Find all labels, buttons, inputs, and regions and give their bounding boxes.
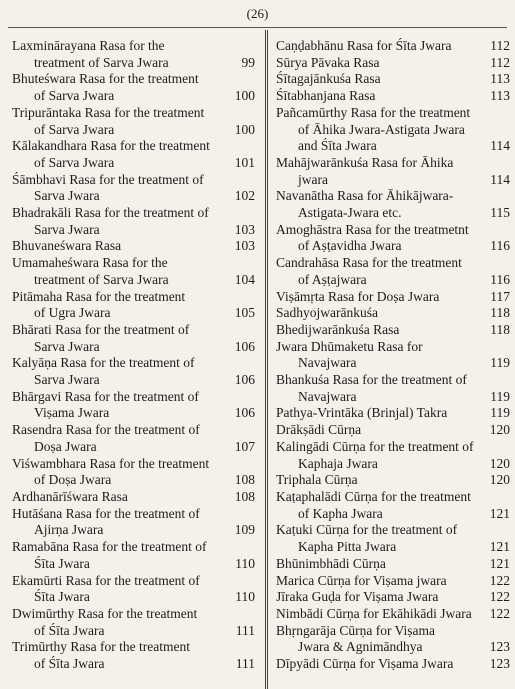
- entry-title-line: of Doṣa Jwara: [34, 472, 112, 488]
- toc-entry: [276, 188, 510, 221]
- entry-page-number: 109: [234, 522, 255, 538]
- entry-title-line: Triphala Cūrṇa: [276, 472, 358, 488]
- toc-entry: [276, 623, 510, 656]
- entry-title-line: Bhārgavi Rasa for the treatment of: [12, 388, 199, 404]
- toc-entry: [276, 38, 510, 55]
- entry-title-line: Dīpyādi Cūrṇa for Viṣama Jwara: [276, 656, 454, 672]
- entry-title-line: Nimbādi Cūrṇa for Ekāhikādi Jwara: [276, 605, 472, 621]
- entry-title-line: Jīraka Guḍa for Viṣama Jwara: [276, 589, 439, 605]
- entry-page-number: 119: [490, 388, 510, 404]
- toc-entry: [276, 55, 510, 72]
- entry-title-line: Rasendra Rasa for the treatment of: [12, 422, 200, 438]
- entry-title-line: Bhṛngarāja Cūrṇa for Viṣama: [276, 622, 436, 638]
- toc-entry: [12, 506, 255, 539]
- entry-page-number: 122: [489, 589, 510, 605]
- entry-page-number: 106: [234, 338, 255, 354]
- entry-page-number: 120: [489, 472, 510, 488]
- entry-title-line: Navajwara: [298, 388, 357, 404]
- entry-page-number: 119: [490, 405, 510, 421]
- entry-title-line: Dwimūrthy Rasa for the treatment: [12, 605, 198, 621]
- entry-title-line: Sadhyojwarānkuśa: [276, 305, 378, 321]
- entry-title-line: Śāmbhavi Rasa for the treatment of: [12, 171, 204, 187]
- entry-title-line: Umamaheśwara Rasa for the: [12, 255, 168, 271]
- entry-page-number: 121: [489, 505, 510, 521]
- entry-title-line: Bhedijwarānkuśa Rasa: [276, 321, 400, 337]
- toc-entry: [12, 255, 255, 288]
- entry-title-line: Śītabhanjana Rasa: [276, 88, 376, 104]
- toc-entry: [12, 539, 255, 572]
- left-column: [12, 38, 255, 673]
- entry-title-line: Bhuteśwara Rasa for the treatment: [12, 71, 199, 87]
- toc-entry: [276, 422, 510, 439]
- entry-title-line: Kaphaja Jwara: [298, 455, 378, 471]
- toc-entry: [276, 71, 510, 88]
- entry-page-number: 121: [489, 539, 510, 555]
- toc-entry: [12, 38, 255, 71]
- entry-page-number: 123: [489, 656, 510, 672]
- toc-entry: [12, 172, 255, 205]
- entry-title-line: Śīta Jwara: [34, 589, 90, 605]
- entry-title-line: Jwara Dhūmaketu Rasa for: [276, 338, 423, 354]
- entry-title-line: Viṣama Jwara: [34, 405, 110, 421]
- entry-title-line: Sarva Jwara: [34, 221, 100, 237]
- entry-title-line: Ardhanārīśwara Rasa: [12, 488, 128, 504]
- entry-title-line: Candrahāsa Rasa for the treatment: [276, 255, 462, 271]
- entry-title-line: Jwara & Agnimāndhya: [298, 639, 423, 655]
- entry-title-line: Sūrya Pāvaka Rasa: [276, 54, 380, 70]
- toc-entry: [276, 589, 510, 606]
- entry-title-line: of Ugra Jwara: [34, 305, 111, 321]
- entry-title-line: Kaṭaphalādi Cūrṇa for the treatment: [276, 488, 471, 504]
- entry-title-line: Sarva Jwara: [34, 188, 100, 204]
- entry-page-number: 106: [234, 372, 255, 388]
- entry-title-line: Tripurāntaka Rasa for the treatment: [12, 104, 205, 120]
- entry-page-number: 114: [490, 138, 510, 154]
- entry-title-line: of Āhika Jwara-Astigata Jwara: [298, 121, 465, 137]
- entry-title-line: Laxminārayana Rasa for the: [12, 38, 165, 53]
- entry-page-number: 118: [490, 321, 510, 337]
- toc-entry: [276, 105, 510, 155]
- entry-page-number: 100: [234, 88, 255, 104]
- entry-title-line: Navanātha Rasa for Āhikājwara-: [276, 188, 454, 204]
- toc-entry: [276, 155, 510, 188]
- toc-entry: [12, 606, 255, 639]
- entry-title-line: of Sarva Jwara: [34, 121, 115, 137]
- entry-title-line: Pathya-Vrintāka (Brinjal) Takra: [276, 405, 448, 421]
- entry-page-number: 114: [490, 171, 510, 187]
- toc-entry: [12, 71, 255, 104]
- entry-title-line: and Śīta Jwara: [298, 138, 377, 154]
- entry-title-line: Bhūnimbhādi Cūrṇa: [276, 555, 386, 571]
- entry-page-number: 120: [489, 455, 510, 471]
- entry-title-line: Sarva Jwara: [34, 372, 100, 388]
- toc-entry: [276, 339, 510, 372]
- toc-entry: [12, 456, 255, 489]
- entry-title-line: of Sarva Jwara: [34, 154, 115, 170]
- entry-page-number: 101: [234, 154, 255, 170]
- entry-title-line: Kālakandhara Rasa for the treatment: [12, 138, 210, 154]
- entry-title-line: Bhankuśa Rasa for the treatment of: [276, 372, 467, 388]
- entry-title-line: of Aṣṭajwara: [298, 271, 367, 287]
- entry-title-line: of Śīta Jwara: [34, 656, 105, 672]
- entry-title-line: Astigata-Jwara etc.: [298, 205, 402, 221]
- entry-title-line: Viśwambhara Rasa for the treatment: [12, 455, 210, 471]
- entry-title-line: Doṣa Jwara: [34, 438, 97, 454]
- entry-page-number: 113: [490, 71, 510, 87]
- toc-entry: [12, 639, 255, 672]
- toc-entry: [276, 88, 510, 105]
- entry-page-number: 113: [490, 88, 510, 104]
- toc-entry: [276, 489, 510, 522]
- entry-page-number: 105: [234, 305, 255, 321]
- entry-title-line: of Śīta Jwara: [34, 622, 105, 638]
- entry-page-number: 100: [234, 121, 255, 137]
- toc-entry: [276, 372, 510, 405]
- toc-entry: [12, 205, 255, 238]
- entry-title-line: Pañcamūrthy Rasa for the treatment: [276, 104, 471, 120]
- entry-title-line: Ajirṇa Jwara: [34, 522, 104, 538]
- toc-entry: [12, 355, 255, 388]
- entry-title-line: Pitāmaha Rasa for the treatment: [12, 288, 186, 304]
- entry-page-number: 99: [241, 54, 255, 70]
- toc-entry: [276, 556, 510, 573]
- toc-entry: [12, 573, 255, 606]
- toc-entry: [12, 238, 255, 255]
- toc-entry: [12, 422, 255, 455]
- toc-entry: [276, 322, 510, 339]
- toc-entry: [276, 439, 510, 472]
- entry-page-number: 112: [490, 38, 510, 53]
- entry-title-line: Śīta Jwara: [34, 555, 90, 571]
- entry-page-number: 121: [489, 555, 510, 571]
- toc-entry: [276, 522, 510, 555]
- entry-title-line: Marica Cūrṇa for Viṣama jwara: [276, 572, 447, 588]
- toc-entry: [12, 138, 255, 171]
- entry-page-number: 106: [234, 405, 255, 421]
- entry-title-line: Mahājwarānkuśa Rasa for Āhika: [276, 154, 454, 170]
- entry-page-number: 110: [235, 589, 255, 605]
- entry-page-number: 117: [490, 288, 510, 304]
- entry-title-line: Drākṣādi Cūrṇa: [276, 422, 362, 438]
- toc-entry: [276, 289, 510, 306]
- entry-title-line: Sarva Jwara: [34, 338, 100, 354]
- entry-page-number: 122: [489, 605, 510, 621]
- entry-title-line: Navajwara: [298, 355, 357, 371]
- entry-title-line: Kalyāṇa Rasa for the treatment of: [12, 355, 195, 371]
- entry-page-number: 115: [490, 205, 510, 221]
- entry-title-line: Bhuvaneśwara Rasa: [12, 238, 122, 254]
- toc-entry: [12, 322, 255, 355]
- toc-entry: [276, 656, 510, 673]
- entry-title-line: Kaṭuki Cūrṇa for the treatment of: [276, 522, 458, 538]
- toc-entry: [12, 489, 255, 506]
- toc-entry: [12, 105, 255, 138]
- entry-title-line: jwara: [298, 171, 328, 187]
- entry-page-number: 111: [235, 656, 255, 672]
- toc-entry: [276, 606, 510, 623]
- entry-page-number: 110: [235, 555, 255, 571]
- entry-title-line: Amoghāstra Rasa for the treatmetnt: [276, 221, 469, 237]
- toc-entry: [276, 472, 510, 489]
- entry-page-number: 123: [489, 639, 510, 655]
- entry-title-line: Viṣāmṛta Rasa for Doṣa Jwara: [276, 288, 440, 304]
- entry-title-line: Ramabāna Rasa for the treatment of: [12, 539, 207, 555]
- entry-title-line: of Kapha Jwara: [298, 505, 383, 521]
- entry-page-number: 111: [235, 622, 255, 638]
- entry-title-line: treatment of Sarva Jwara: [34, 54, 169, 70]
- entry-title-line: Kalingādi Cūrṇa for the treatment of: [276, 438, 474, 454]
- entry-title-line: of Sarva Jwara: [34, 88, 115, 104]
- toc-entry: [276, 405, 510, 422]
- header-rule: [8, 27, 507, 28]
- toc-entry: [12, 289, 255, 322]
- toc-entry: [276, 222, 510, 255]
- toc-entry: [12, 389, 255, 422]
- entry-title-line: Bhārati Rasa for the treatment of: [12, 321, 190, 337]
- entry-title-line: of Aṣṭavidha Jwara: [298, 238, 402, 254]
- page-number: (26): [246, 6, 269, 21]
- entry-title-line: treatment of Sarva Jwara: [34, 271, 169, 287]
- entry-page-number: 112: [490, 54, 510, 70]
- entry-page-number: 122: [489, 572, 510, 588]
- entry-page-number: 116: [490, 271, 510, 287]
- entry-page-number: 107: [234, 438, 255, 454]
- entry-page-number: 104: [234, 271, 255, 287]
- right-column: [276, 38, 510, 673]
- toc-entry: [276, 255, 510, 288]
- entry-title-line: Śītagajānkuśa Rasa: [276, 71, 381, 87]
- entry-title-line: Bhadrakāli Rasa for the treatment of: [12, 205, 209, 221]
- entry-title-line: Kapha Pitta Jwara: [298, 539, 397, 555]
- entry-page-number: 103: [234, 221, 255, 237]
- entry-page-number: 103: [234, 238, 255, 254]
- entry-title-line: Trimūrthy Rasa for the treatment: [12, 639, 190, 655]
- entry-page-number: 119: [490, 355, 510, 371]
- toc-entry: [276, 305, 510, 322]
- entry-title-line: Hutāśana Rasa for the treatment of: [12, 505, 200, 521]
- entry-page-number: 102: [234, 188, 255, 204]
- entry-page-number: 120: [489, 422, 510, 438]
- entry-title-line: Caṇḍabhānu Rasa for Śīta Jwara: [276, 38, 452, 53]
- entry-page-number: 108: [234, 488, 255, 504]
- entry-page-number: 116: [490, 238, 510, 254]
- column-divider: [265, 30, 268, 689]
- entry-title-line: Ekamūrti Rasa for the treatment of: [12, 572, 200, 588]
- toc-entry: [276, 573, 510, 590]
- entry-page-number: 118: [490, 305, 510, 321]
- entry-page-number: 108: [234, 472, 255, 488]
